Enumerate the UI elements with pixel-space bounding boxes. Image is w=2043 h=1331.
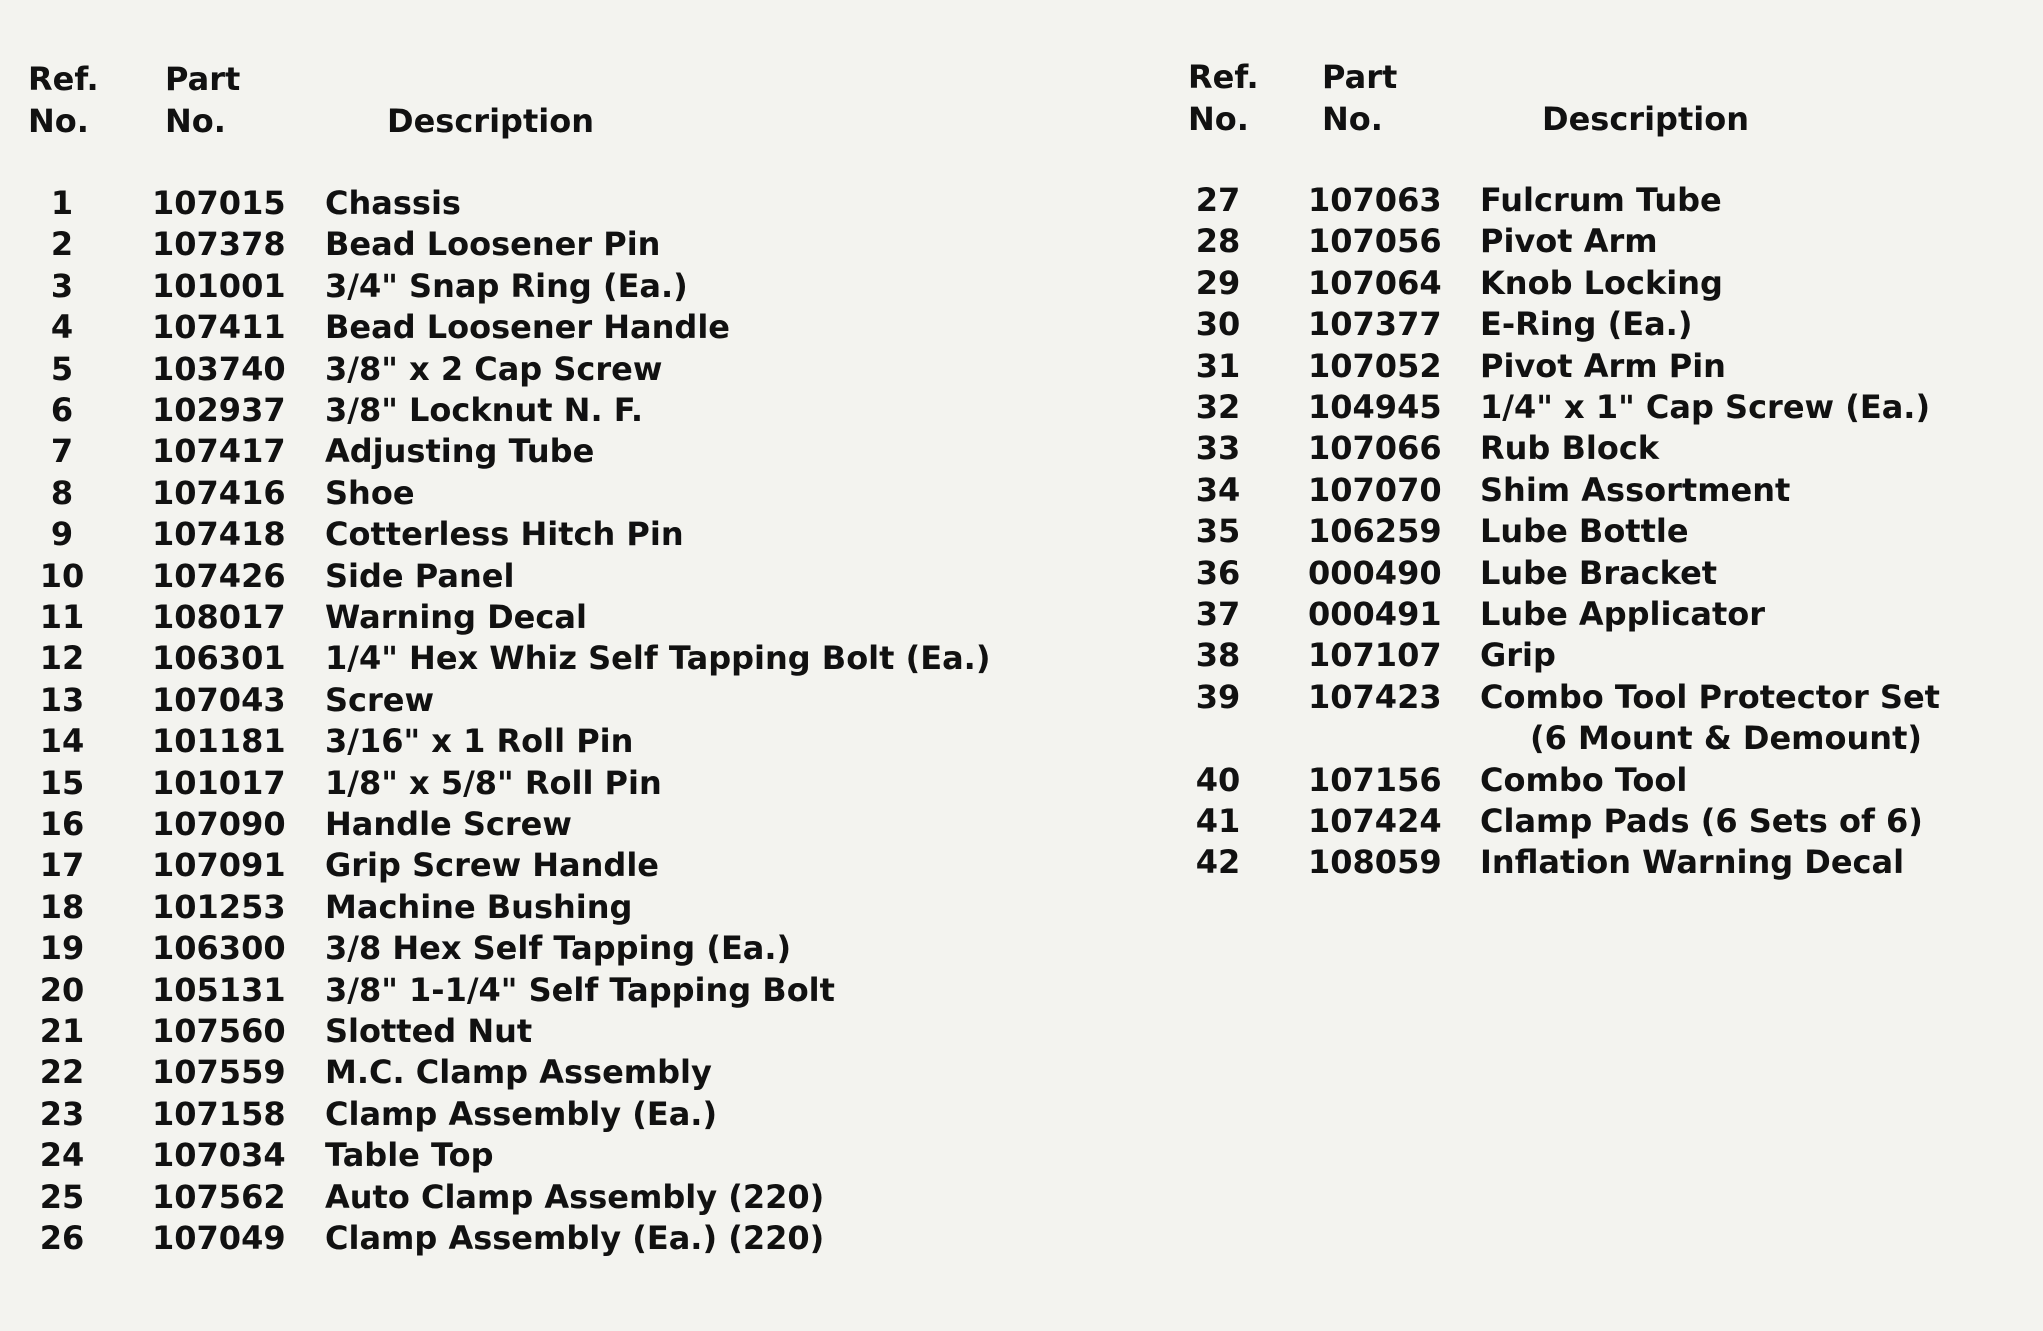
part-description: 1/4" x 1" Cap Screw (Ea.) [1480, 388, 1931, 426]
part-description: Bead Loosener Pin [325, 225, 661, 264]
part-number: 101181 [152, 722, 286, 761]
part-number: 107378 [152, 225, 286, 264]
part-number: 101017 [152, 763, 286, 802]
part-number: 101253 [152, 887, 286, 926]
part-description: 1/8" x 5/8" Roll Pin [325, 763, 662, 802]
part-number: 107034 [152, 1136, 286, 1175]
ref-number: 29 [1195, 263, 1241, 302]
ref-number: 21 [39, 1012, 85, 1050]
part-number: 107056 [1308, 222, 1442, 261]
ref-number: 22 [39, 1053, 85, 1092]
ref-number: 34 [1195, 470, 1241, 509]
ref-number: 1 [50, 184, 74, 222]
ref-number: 3 [50, 266, 74, 305]
part-description: 3/8 Hex Self Tapping (Ea.) [325, 929, 792, 968]
part-description: Lube Applicator [1480, 595, 1766, 633]
part-number: 107049 [152, 1219, 286, 1257]
part-description: Clamp Assembly (Ea.) [325, 1094, 718, 1133]
part-number: 107418 [152, 515, 286, 554]
part-description: Shim Assortment [1480, 470, 1791, 509]
part-description: Clamp Assembly (Ea.) (220) [325, 1219, 825, 1257]
part-number: 104945 [1308, 388, 1442, 426]
description-header: Description [1542, 100, 1749, 138]
ref-number: 25 [39, 1177, 85, 1216]
part-description: Lube Bracket [1480, 553, 1718, 592]
ref-number: 30 [1195, 305, 1241, 344]
part-number: 106259 [1308, 512, 1442, 551]
part-number: 107052 [1308, 346, 1442, 385]
part-number: 107562 [152, 1177, 286, 1216]
part-number: 107424 [1308, 802, 1442, 840]
ref-number: 35 [1195, 512, 1241, 551]
part-description: 3/4" Snap Ring (Ea.) [325, 266, 688, 305]
part-description: 3/16" x 1 Roll Pin [325, 722, 634, 761]
part-description: E-Ring (Ea.) [1480, 305, 1693, 344]
ref-number: 24 [39, 1136, 85, 1175]
part-description: Adjusting Tube [325, 432, 595, 471]
ref-number: 26 [39, 1219, 85, 1257]
part-description: 3/8" Locknut N. F. [325, 391, 644, 429]
part-description: Combo Tool [1480, 760, 1688, 799]
part-description: 3/8" 1-1/4" Self Tapping Bolt [325, 970, 835, 1009]
ref-number: 23 [39, 1094, 85, 1133]
ref-number: 27 [1195, 181, 1241, 219]
part-description: Cotterless Hitch Pin [325, 515, 684, 554]
ref-number: 14 [39, 722, 85, 761]
part-no-header: No. [1322, 100, 1383, 138]
ref-number: 6 [50, 391, 74, 429]
ref-number: 5 [50, 349, 74, 388]
ref-number: 10 [39, 556, 85, 595]
part-number: 107064 [1308, 263, 1442, 302]
part-number: 107043 [152, 680, 286, 719]
part-description: Slotted Nut [325, 1012, 533, 1050]
part-description: M.C. Clamp Assembly [325, 1053, 712, 1092]
part-description: Shoe [325, 473, 415, 512]
part-description: Bead Loosener Handle [325, 308, 730, 347]
part-description: Grip Screw Handle [325, 846, 659, 885]
part-description: Table Top [325, 1136, 494, 1175]
ref-number: 36 [1195, 553, 1241, 592]
part-number: 108059 [1308, 843, 1442, 882]
part-description: Inflation Warning Decal [1480, 843, 1905, 882]
part-description: Machine Bushing [325, 887, 633, 926]
part-description: 1/4" Hex Whiz Self Tapping Bolt (Ea.) [325, 639, 991, 678]
part-number: 101001 [152, 266, 286, 305]
part-number: 107090 [152, 805, 286, 843]
part-description-continued: (6 Mount & Demount) [1530, 719, 1922, 758]
part-number: 106301 [152, 639, 286, 678]
ref-number: 32 [1195, 388, 1241, 426]
part-no-header: Part [165, 60, 241, 98]
part-number: 107070 [1308, 470, 1442, 509]
part-description: Screw [325, 680, 435, 719]
part-description: Side Panel [325, 556, 515, 595]
ref-number: 13 [39, 680, 85, 719]
ref-no-header: Ref. [28, 60, 99, 98]
ref-no-header: No. [1188, 100, 1249, 138]
part-number: 107066 [1308, 429, 1442, 468]
ref-number: 15 [39, 763, 85, 802]
ref-number: 16 [39, 805, 85, 843]
ref-number: 17 [39, 846, 85, 885]
part-description: Chassis [325, 184, 461, 222]
ref-no-header: No. [28, 102, 89, 140]
part-no-header: No. [165, 102, 226, 140]
part-number: 000491 [1308, 595, 1442, 633]
part-description: Clamp Pads (6 Sets of 6) [1480, 802, 1923, 840]
ref-number: 2 [50, 225, 74, 264]
part-number: 107091 [152, 846, 286, 885]
ref-number: 18 [39, 887, 85, 926]
ref-number: 37 [1195, 595, 1241, 633]
ref-number: 41 [1195, 802, 1241, 840]
part-description: Rub Block [1480, 429, 1660, 468]
ref-number: 19 [39, 929, 85, 968]
part-number: 107158 [152, 1094, 286, 1133]
ref-number: 42 [1195, 843, 1241, 882]
ref-number: 12 [39, 639, 85, 678]
part-number: 107560 [152, 1012, 286, 1050]
part-description: Grip [1480, 636, 1556, 675]
part-description: Auto Clamp Assembly (220) [325, 1177, 825, 1216]
part-description: 3/8" x 2 Cap Screw [325, 349, 663, 388]
ref-number: 33 [1195, 429, 1241, 468]
part-no-header: Part [1322, 58, 1398, 96]
ref-number: 8 [50, 473, 74, 512]
ref-number: 4 [50, 308, 74, 347]
part-number: 107417 [152, 432, 286, 471]
part-number: 106300 [152, 929, 286, 968]
part-number: 108017 [152, 598, 286, 636]
part-number: 107377 [1308, 305, 1442, 344]
part-number: 107559 [152, 1053, 286, 1092]
part-description: Lube Bottle [1480, 512, 1689, 551]
part-number: 102937 [152, 391, 286, 429]
ref-number: 31 [1195, 346, 1241, 385]
part-description: Handle Screw [325, 805, 572, 843]
part-description: Combo Tool Protector Set [1480, 677, 1940, 716]
ref-number: 38 [1195, 636, 1241, 675]
part-description: Knob Locking [1480, 263, 1723, 302]
part-number: 107416 [152, 473, 286, 512]
ref-number: 9 [50, 515, 74, 554]
part-number: 000490 [1308, 553, 1442, 592]
ref-number: 28 [1195, 222, 1241, 261]
part-number: 107426 [152, 556, 286, 595]
part-description: Warning Decal [325, 598, 587, 636]
part-number: 107156 [1308, 760, 1442, 799]
part-number: 107107 [1308, 636, 1442, 675]
part-number: 107063 [1308, 181, 1442, 219]
part-number: 107015 [152, 184, 286, 222]
ref-number: 11 [39, 598, 85, 636]
description-header: Description [387, 102, 594, 140]
part-number: 107411 [152, 308, 286, 347]
ref-number: 39 [1195, 677, 1241, 716]
ref-number: 20 [39, 970, 85, 1009]
part-description: Fulcrum Tube [1480, 181, 1722, 219]
part-number: 103740 [152, 349, 286, 388]
ref-number: 7 [50, 432, 74, 471]
part-number: 105131 [152, 970, 286, 1009]
part-description: Pivot Arm [1480, 222, 1658, 261]
ref-number: 40 [1195, 760, 1241, 799]
part-number: 107423 [1308, 677, 1442, 716]
part-description: Pivot Arm Pin [1480, 346, 1726, 385]
ref-no-header: Ref. [1188, 58, 1259, 96]
